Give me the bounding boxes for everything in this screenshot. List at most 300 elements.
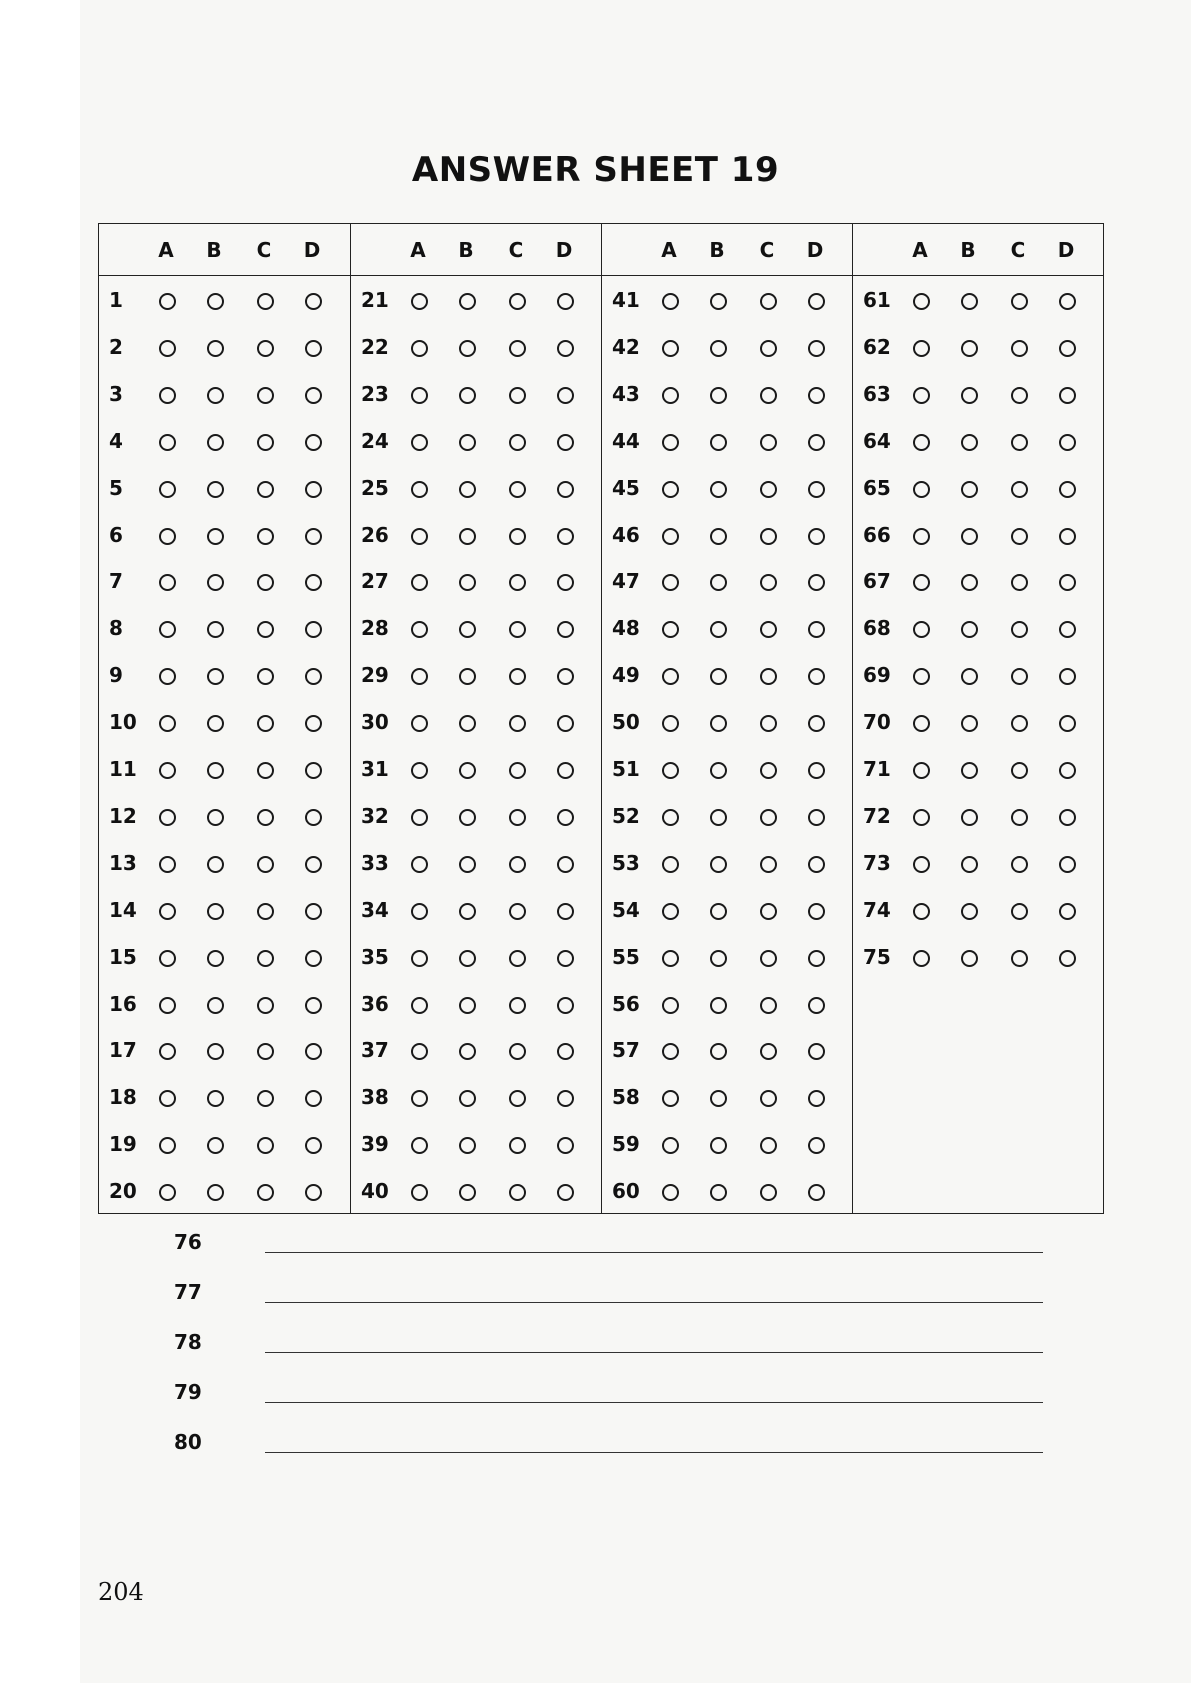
answer-bubble[interactable] <box>760 668 777 685</box>
answer-bubble[interactable] <box>913 621 930 638</box>
answer-bubble[interactable] <box>808 1043 825 1060</box>
answer-bubble[interactable] <box>662 715 679 732</box>
answer-bubble[interactable] <box>459 434 476 451</box>
answer-bubble[interactable] <box>305 574 322 591</box>
answer-bubble[interactable] <box>459 1090 476 1107</box>
answer-bubble[interactable] <box>808 528 825 545</box>
answer-bubble[interactable] <box>459 1184 476 1201</box>
answer-bubble[interactable] <box>459 856 476 873</box>
answer-bubble[interactable] <box>509 997 526 1014</box>
answer-bubble[interactable] <box>961 762 978 779</box>
answer-bubble[interactable] <box>557 1137 574 1154</box>
answer-bubble[interactable] <box>961 434 978 451</box>
answer-bubble[interactable] <box>411 481 428 498</box>
answer-bubble[interactable] <box>159 762 176 779</box>
answer-bubble[interactable] <box>305 340 322 357</box>
answer-bubble[interactable] <box>459 293 476 310</box>
answer-bubble[interactable] <box>662 434 679 451</box>
answer-bubble[interactable] <box>159 481 176 498</box>
answer-bubble[interactable] <box>662 621 679 638</box>
answer-bubble[interactable] <box>1059 574 1076 591</box>
answer-bubble[interactable] <box>961 809 978 826</box>
answer-bubble[interactable] <box>557 481 574 498</box>
answer-bubble[interactable] <box>411 856 428 873</box>
answer-bubble[interactable] <box>207 809 224 826</box>
answer-bubble[interactable] <box>509 950 526 967</box>
answer-bubble[interactable] <box>913 762 930 779</box>
answer-bubble[interactable] <box>557 340 574 357</box>
answer-bubble[interactable] <box>207 762 224 779</box>
answer-bubble[interactable] <box>662 950 679 967</box>
answer-bubble[interactable] <box>961 668 978 685</box>
answer-bubble[interactable] <box>305 1090 322 1107</box>
answer-bubble[interactable] <box>913 574 930 591</box>
answer-bubble[interactable] <box>961 950 978 967</box>
answer-bubble[interactable] <box>1011 574 1028 591</box>
answer-bubble[interactable] <box>808 387 825 404</box>
answer-bubble[interactable] <box>808 903 825 920</box>
answer-bubble[interactable] <box>710 574 727 591</box>
answer-bubble[interactable] <box>760 1184 777 1201</box>
answer-bubble[interactable] <box>710 809 727 826</box>
answer-bubble[interactable] <box>662 997 679 1014</box>
answer-bubble[interactable] <box>159 340 176 357</box>
answer-bubble[interactable] <box>459 1043 476 1060</box>
answer-bubble[interactable] <box>557 574 574 591</box>
answer-bubble[interactable] <box>257 1043 274 1060</box>
answer-bubble[interactable] <box>305 621 322 638</box>
answer-bubble[interactable] <box>207 340 224 357</box>
answer-bubble[interactable] <box>411 997 428 1014</box>
answer-bubble[interactable] <box>257 1137 274 1154</box>
answer-bubble[interactable] <box>710 528 727 545</box>
answer-bubble[interactable] <box>1011 340 1028 357</box>
answer-bubble[interactable] <box>961 715 978 732</box>
answer-bubble[interactable] <box>257 950 274 967</box>
answer-bubble[interactable] <box>459 574 476 591</box>
answer-bubble[interactable] <box>808 715 825 732</box>
answer-bubble[interactable] <box>760 950 777 967</box>
answer-bubble[interactable] <box>159 621 176 638</box>
answer-bubble[interactable] <box>913 528 930 545</box>
answer-bubble[interactable] <box>760 434 777 451</box>
answer-bubble[interactable] <box>710 481 727 498</box>
answer-bubble[interactable] <box>913 903 930 920</box>
answer-bubble[interactable] <box>159 950 176 967</box>
answer-bubble[interactable] <box>159 997 176 1014</box>
answer-bubble[interactable] <box>207 668 224 685</box>
answer-bubble[interactable] <box>557 903 574 920</box>
answer-bubble[interactable] <box>207 387 224 404</box>
answer-bubble[interactable] <box>662 1184 679 1201</box>
answer-bubble[interactable] <box>760 340 777 357</box>
answer-bubble[interactable] <box>411 528 428 545</box>
answer-bubble[interactable] <box>207 481 224 498</box>
answer-bubble[interactable] <box>710 715 727 732</box>
answer-bubble[interactable] <box>760 809 777 826</box>
answer-bubble[interactable] <box>808 997 825 1014</box>
answer-bubble[interactable] <box>257 762 274 779</box>
answer-bubble[interactable] <box>159 1137 176 1154</box>
answer-bubble[interactable] <box>557 293 574 310</box>
answer-bubble[interactable] <box>760 715 777 732</box>
answer-bubble[interactable] <box>509 1043 526 1060</box>
answer-bubble[interactable] <box>1011 856 1028 873</box>
answer-bubble[interactable] <box>662 574 679 591</box>
answer-bubble[interactable] <box>557 668 574 685</box>
answer-bubble[interactable] <box>459 621 476 638</box>
answer-bubble[interactable] <box>509 574 526 591</box>
answer-bubble[interactable] <box>760 1043 777 1060</box>
answer-bubble[interactable] <box>257 1090 274 1107</box>
answer-bubble[interactable] <box>961 387 978 404</box>
answer-bubble[interactable] <box>913 293 930 310</box>
answer-bubble[interactable] <box>257 340 274 357</box>
answer-bubble[interactable] <box>459 950 476 967</box>
answer-bubble[interactable] <box>913 950 930 967</box>
answer-bubble[interactable] <box>459 762 476 779</box>
answer-bubble[interactable] <box>411 621 428 638</box>
answer-bubble[interactable] <box>710 621 727 638</box>
answer-bubble[interactable] <box>557 715 574 732</box>
answer-bubble[interactable] <box>760 293 777 310</box>
answer-bubble[interactable] <box>305 762 322 779</box>
answer-bubble[interactable] <box>159 856 176 873</box>
answer-bubble[interactable] <box>1059 340 1076 357</box>
answer-bubble[interactable] <box>411 387 428 404</box>
answer-bubble[interactable] <box>159 715 176 732</box>
answer-bubble[interactable] <box>1011 715 1028 732</box>
answer-bubble[interactable] <box>557 809 574 826</box>
answer-bubble[interactable] <box>159 434 176 451</box>
answer-bubble[interactable] <box>1011 903 1028 920</box>
answer-bubble[interactable] <box>760 762 777 779</box>
answer-bubble[interactable] <box>459 1137 476 1154</box>
answer-bubble[interactable] <box>808 481 825 498</box>
answer-bubble[interactable] <box>662 1137 679 1154</box>
answer-bubble[interactable] <box>509 668 526 685</box>
answer-bubble[interactable] <box>710 1137 727 1154</box>
answer-bubble[interactable] <box>207 903 224 920</box>
answer-bubble[interactable] <box>808 1090 825 1107</box>
answer-bubble[interactable] <box>961 574 978 591</box>
answer-bubble[interactable] <box>760 574 777 591</box>
answer-bubble[interactable] <box>159 668 176 685</box>
answer-bubble[interactable] <box>557 434 574 451</box>
answer-bubble[interactable] <box>305 950 322 967</box>
answer-bubble[interactable] <box>257 387 274 404</box>
written-answer-line[interactable] <box>265 1352 1043 1353</box>
answer-bubble[interactable] <box>411 1043 428 1060</box>
answer-bubble[interactable] <box>257 856 274 873</box>
answer-bubble[interactable] <box>808 340 825 357</box>
answer-bubble[interactable] <box>662 528 679 545</box>
answer-bubble[interactable] <box>760 1090 777 1107</box>
answer-bubble[interactable] <box>411 668 428 685</box>
answer-bubble[interactable] <box>808 293 825 310</box>
answer-bubble[interactable] <box>207 1043 224 1060</box>
answer-bubble[interactable] <box>509 481 526 498</box>
answer-bubble[interactable] <box>1059 528 1076 545</box>
answer-bubble[interactable] <box>207 574 224 591</box>
answer-bubble[interactable] <box>808 809 825 826</box>
answer-bubble[interactable] <box>411 809 428 826</box>
answer-bubble[interactable] <box>305 903 322 920</box>
answer-bubble[interactable] <box>808 668 825 685</box>
answer-bubble[interactable] <box>1011 528 1028 545</box>
answer-bubble[interactable] <box>305 715 322 732</box>
written-answer-line[interactable] <box>265 1252 1043 1253</box>
answer-bubble[interactable] <box>1011 293 1028 310</box>
answer-bubble[interactable] <box>411 293 428 310</box>
answer-bubble[interactable] <box>1011 668 1028 685</box>
answer-bubble[interactable] <box>808 434 825 451</box>
answer-bubble[interactable] <box>207 293 224 310</box>
answer-bubble[interactable] <box>159 1090 176 1107</box>
answer-bubble[interactable] <box>159 809 176 826</box>
answer-bubble[interactable] <box>305 293 322 310</box>
answer-bubble[interactable] <box>207 1090 224 1107</box>
written-answer-line[interactable] <box>265 1302 1043 1303</box>
answer-bubble[interactable] <box>459 997 476 1014</box>
answer-bubble[interactable] <box>557 1090 574 1107</box>
answer-bubble[interactable] <box>662 340 679 357</box>
answer-bubble[interactable] <box>913 387 930 404</box>
answer-bubble[interactable] <box>808 950 825 967</box>
answer-bubble[interactable] <box>557 950 574 967</box>
answer-bubble[interactable] <box>1059 387 1076 404</box>
answer-bubble[interactable] <box>207 1137 224 1154</box>
answer-bubble[interactable] <box>509 809 526 826</box>
answer-bubble[interactable] <box>760 903 777 920</box>
answer-bubble[interactable] <box>509 621 526 638</box>
answer-bubble[interactable] <box>207 715 224 732</box>
answer-bubble[interactable] <box>159 528 176 545</box>
answer-bubble[interactable] <box>207 856 224 873</box>
answer-bubble[interactable] <box>1059 856 1076 873</box>
answer-bubble[interactable] <box>1059 950 1076 967</box>
answer-bubble[interactable] <box>913 668 930 685</box>
answer-bubble[interactable] <box>808 762 825 779</box>
answer-bubble[interactable] <box>159 574 176 591</box>
answer-bubble[interactable] <box>207 997 224 1014</box>
answer-bubble[interactable] <box>509 340 526 357</box>
answer-bubble[interactable] <box>961 621 978 638</box>
answer-bubble[interactable] <box>509 1184 526 1201</box>
answer-bubble[interactable] <box>207 950 224 967</box>
answer-bubble[interactable] <box>1059 762 1076 779</box>
answer-bubble[interactable] <box>459 715 476 732</box>
answer-bubble[interactable] <box>509 903 526 920</box>
answer-bubble[interactable] <box>509 856 526 873</box>
answer-bubble[interactable] <box>710 856 727 873</box>
answer-bubble[interactable] <box>760 621 777 638</box>
answer-bubble[interactable] <box>305 434 322 451</box>
answer-bubble[interactable] <box>207 528 224 545</box>
answer-bubble[interactable] <box>257 574 274 591</box>
answer-bubble[interactable] <box>760 481 777 498</box>
written-answer-line[interactable] <box>265 1402 1043 1403</box>
answer-bubble[interactable] <box>257 1184 274 1201</box>
answer-bubble[interactable] <box>257 668 274 685</box>
answer-bubble[interactable] <box>961 481 978 498</box>
answer-bubble[interactable] <box>305 1137 322 1154</box>
answer-bubble[interactable] <box>1059 809 1076 826</box>
answer-bubble[interactable] <box>662 856 679 873</box>
answer-bubble[interactable] <box>662 668 679 685</box>
answer-bubble[interactable] <box>459 668 476 685</box>
answer-bubble[interactable] <box>710 950 727 967</box>
answer-bubble[interactable] <box>913 340 930 357</box>
answer-bubble[interactable] <box>662 809 679 826</box>
answer-bubble[interactable] <box>1011 809 1028 826</box>
answer-bubble[interactable] <box>411 903 428 920</box>
answer-bubble[interactable] <box>808 1184 825 1201</box>
answer-bubble[interactable] <box>662 481 679 498</box>
answer-bubble[interactable] <box>760 997 777 1014</box>
answer-bubble[interactable] <box>1011 434 1028 451</box>
answer-bubble[interactable] <box>760 1137 777 1154</box>
answer-bubble[interactable] <box>459 809 476 826</box>
answer-bubble[interactable] <box>760 856 777 873</box>
answer-bubble[interactable] <box>159 387 176 404</box>
answer-bubble[interactable] <box>1059 293 1076 310</box>
answer-bubble[interactable] <box>1011 762 1028 779</box>
answer-bubble[interactable] <box>710 1043 727 1060</box>
answer-bubble[interactable] <box>207 1184 224 1201</box>
answer-bubble[interactable] <box>459 387 476 404</box>
answer-bubble[interactable] <box>411 1137 428 1154</box>
answer-bubble[interactable] <box>305 1184 322 1201</box>
answer-bubble[interactable] <box>808 856 825 873</box>
answer-bubble[interactable] <box>257 528 274 545</box>
answer-bubble[interactable] <box>459 903 476 920</box>
answer-bubble[interactable] <box>760 387 777 404</box>
answer-bubble[interactable] <box>459 481 476 498</box>
answer-bubble[interactable] <box>509 762 526 779</box>
answer-bubble[interactable] <box>305 1043 322 1060</box>
answer-bubble[interactable] <box>662 903 679 920</box>
answer-bubble[interactable] <box>913 856 930 873</box>
answer-bubble[interactable] <box>760 528 777 545</box>
answer-bubble[interactable] <box>961 528 978 545</box>
answer-bubble[interactable] <box>913 715 930 732</box>
answer-bubble[interactable] <box>207 621 224 638</box>
answer-bubble[interactable] <box>808 1137 825 1154</box>
answer-bubble[interactable] <box>257 809 274 826</box>
answer-bubble[interactable] <box>257 621 274 638</box>
answer-bubble[interactable] <box>305 528 322 545</box>
answer-bubble[interactable] <box>459 528 476 545</box>
answer-bubble[interactable] <box>411 1090 428 1107</box>
answer-bubble[interactable] <box>662 387 679 404</box>
answer-bubble[interactable] <box>159 1184 176 1201</box>
answer-bubble[interactable] <box>662 293 679 310</box>
answer-bubble[interactable] <box>305 387 322 404</box>
answer-bubble[interactable] <box>411 715 428 732</box>
answer-bubble[interactable] <box>509 387 526 404</box>
answer-bubble[interactable] <box>961 903 978 920</box>
answer-bubble[interactable] <box>1011 387 1028 404</box>
answer-bubble[interactable] <box>808 574 825 591</box>
answer-bubble[interactable] <box>913 809 930 826</box>
answer-bubble[interactable] <box>159 1043 176 1060</box>
answer-bubble[interactable] <box>411 950 428 967</box>
answer-bubble[interactable] <box>509 434 526 451</box>
answer-bubble[interactable] <box>1059 668 1076 685</box>
answer-bubble[interactable] <box>257 715 274 732</box>
answer-bubble[interactable] <box>257 997 274 1014</box>
answer-bubble[interactable] <box>662 762 679 779</box>
answer-bubble[interactable] <box>305 997 322 1014</box>
answer-bubble[interactable] <box>1059 715 1076 732</box>
answer-bubble[interactable] <box>557 856 574 873</box>
answer-bubble[interactable] <box>710 1184 727 1201</box>
answer-bubble[interactable] <box>710 668 727 685</box>
answer-bubble[interactable] <box>159 903 176 920</box>
answer-bubble[interactable] <box>662 1043 679 1060</box>
answer-bubble[interactable] <box>509 528 526 545</box>
answer-bubble[interactable] <box>710 762 727 779</box>
answer-bubble[interactable] <box>509 1090 526 1107</box>
answer-bubble[interactable] <box>411 762 428 779</box>
answer-bubble[interactable] <box>710 1090 727 1107</box>
answer-bubble[interactable] <box>257 903 274 920</box>
answer-bubble[interactable] <box>557 387 574 404</box>
answer-bubble[interactable] <box>557 762 574 779</box>
answer-bubble[interactable] <box>913 481 930 498</box>
answer-bubble[interactable] <box>411 434 428 451</box>
answer-bubble[interactable] <box>961 293 978 310</box>
answer-bubble[interactable] <box>257 434 274 451</box>
answer-bubble[interactable] <box>1059 434 1076 451</box>
answer-bubble[interactable] <box>257 293 274 310</box>
answer-bubble[interactable] <box>1059 481 1076 498</box>
answer-bubble[interactable] <box>808 621 825 638</box>
answer-bubble[interactable] <box>411 340 428 357</box>
answer-bubble[interactable] <box>459 340 476 357</box>
answer-bubble[interactable] <box>305 856 322 873</box>
answer-bubble[interactable] <box>961 856 978 873</box>
answer-bubble[interactable] <box>557 528 574 545</box>
answer-bubble[interactable] <box>557 997 574 1014</box>
answer-bubble[interactable] <box>509 715 526 732</box>
answer-bubble[interactable] <box>509 293 526 310</box>
answer-bubble[interactable] <box>1011 621 1028 638</box>
answer-bubble[interactable] <box>411 1184 428 1201</box>
answer-bubble[interactable] <box>509 1137 526 1154</box>
answer-bubble[interactable] <box>557 1043 574 1060</box>
answer-bubble[interactable] <box>710 387 727 404</box>
answer-bubble[interactable] <box>557 1184 574 1201</box>
answer-bubble[interactable] <box>710 434 727 451</box>
answer-bubble[interactable] <box>710 293 727 310</box>
answer-bubble[interactable] <box>411 574 428 591</box>
answer-bubble[interactable] <box>159 293 176 310</box>
answer-bubble[interactable] <box>1011 481 1028 498</box>
answer-bubble[interactable] <box>305 809 322 826</box>
answer-bubble[interactable] <box>662 1090 679 1107</box>
answer-bubble[interactable] <box>1059 903 1076 920</box>
answer-bubble[interactable] <box>961 340 978 357</box>
answer-bubble[interactable] <box>1011 950 1028 967</box>
answer-bubble[interactable] <box>710 340 727 357</box>
answer-bubble[interactable] <box>305 481 322 498</box>
answer-bubble[interactable] <box>1059 621 1076 638</box>
answer-bubble[interactable] <box>305 668 322 685</box>
answer-bubble[interactable] <box>710 997 727 1014</box>
answer-bubble[interactable] <box>710 903 727 920</box>
